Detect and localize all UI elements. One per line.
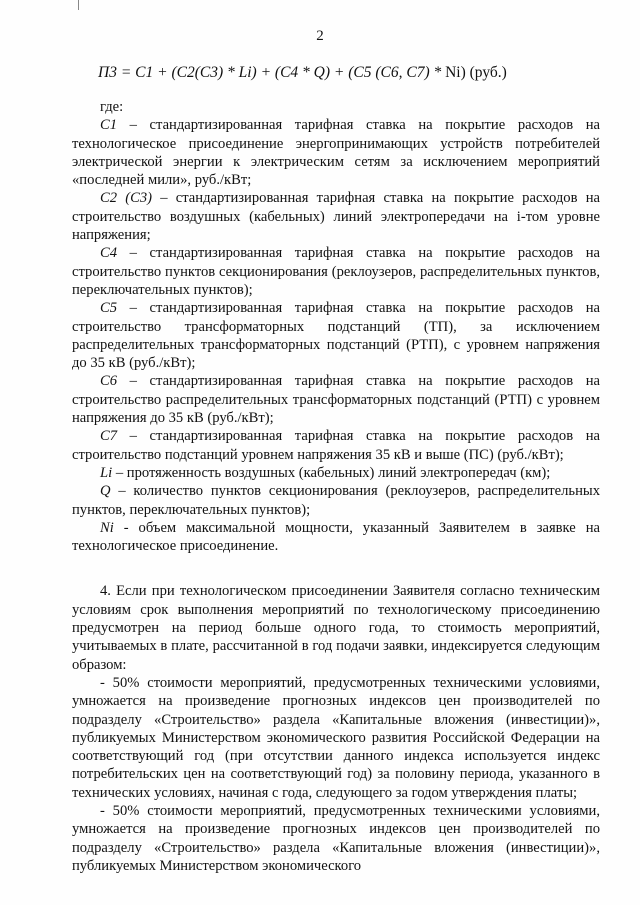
definition-text: – количество пунктов секционирования (реклоузеров, распределительных пунктов, переключательных пунктов); bbox=[72, 483, 600, 518]
definition-term: С7 bbox=[100, 428, 118, 445]
definition-text: – стандартизированная тарифная ставка на покрытие расходов на строительство воздушных (кабельных) линий электропередачи на i-том уровне напряжения; bbox=[72, 190, 600, 244]
definition-c7 bbox=[72, 427, 600, 464]
definition-term: С2 (С3) bbox=[100, 190, 153, 207]
definition-c2-c3 bbox=[72, 189, 600, 244]
page-number: 2 bbox=[316, 28, 324, 44]
definition-li bbox=[72, 464, 600, 482]
indexation-bullet-2: - 50% стоимости мероприятий, предусмотренных техническими условиями, умножается на произведение прогнозных индексов цен производителей по подразделу «Строительство» раздела «Капитальные вложения (инвестиции)», публикуемых Министерством экономического bbox=[72, 802, 600, 874]
formula-upright: Ni) (руб.) bbox=[445, 64, 507, 81]
definition-term: С4 bbox=[100, 245, 118, 262]
definition-c1 bbox=[72, 116, 600, 189]
indexation-bullet-1: - 50% стоимости мероприятий, предусмотренных техническими условиями, умножается на произведение прогнозных индексов цен производителей по подразделу «Строительство» раздела «Капитальные вложения (инвестиции)», публикуемых Министерством экономического развития Российской Федерации на соответствующий год (при отсутствии данного индекса используется индекс потребительских цен на соответствующий год) за половину периода, указанного в технических условиях, начиная с года, следующего за годом утверждения платы; bbox=[72, 674, 600, 801]
definition-term: Li bbox=[100, 464, 113, 481]
definition-text: - объем максимальной мощности, указанный Заявителем в заявке на технологическое присоединение. bbox=[72, 519, 600, 555]
definition-c5 bbox=[72, 299, 600, 372]
definition-text: – стандартизированная тарифная ставка на покрытие расходов на строительство пунктов секционирования (реклоузеров, распределительных пунктов, переключательных пунктов); bbox=[72, 245, 600, 298]
definition-text: – протяженность воздушных (кабельных) линий электропередач (км); bbox=[112, 464, 551, 481]
definition-c6 bbox=[72, 372, 600, 427]
definition-text: – стандартизированная тарифная ставка на покрытие расходов на строительство трансформаторных подстанций (ТП), за исключением распределительных трансформаторных подстанций (РТП), с уровнем напряжения до 35 кВ (руб./кВт); bbox=[72, 300, 600, 372]
formula-italic: П3 = С1 + (С2(С3) * Li) + (С4 * Q) + (С5 (С6, С7) * bbox=[98, 64, 442, 81]
definition-c4 bbox=[72, 244, 600, 299]
definition-term: Ni bbox=[100, 519, 114, 536]
scan-artifact bbox=[78, 0, 79, 10]
definition-term: С5 bbox=[100, 300, 118, 317]
definition-text: – стандартизированная тарифная ставка на покрытие расходов на технологическое присоединение энергопринимающих устройств потребителей электрической энергии к электрическим сетям за исключением мероприятий «последней мили», руб./кВт; bbox=[72, 117, 600, 189]
definition-term: С1 bbox=[100, 117, 118, 134]
definition-ni bbox=[72, 519, 600, 556]
definition-text: – стандартизированная тарифная ставка на покрытие расходов на строительство подстанций уровнем напряжения 35 кВ и выше (ПС) (руб./кВт); bbox=[72, 428, 600, 463]
definition-q bbox=[72, 482, 600, 519]
definition-term: Q bbox=[100, 483, 111, 500]
section-4-paragraph: 4. Если при технологическом присоединении Заявителя согласно техническим условиям срок выполнения мероприятий по технологическому присоединению предусмотрен на период больше одного года, то стоимость мероприятий, учитываемых в плате, рассчитанной в год подачи заявки, индексируется следующим образом: bbox=[72, 583, 600, 673]
definition-term: С6 bbox=[100, 373, 118, 390]
tariff-formula bbox=[98, 64, 507, 82]
where-label: где: bbox=[100, 99, 124, 115]
spacer bbox=[72, 555, 600, 582]
definition-text: – стандартизированная тарифная ставка на покрытие расходов на строительство распределительных трансформаторных подстанций (РТП) с уровнем напряжения до 35 кВ (руб./кВт); bbox=[72, 373, 600, 427]
document-body bbox=[72, 98, 600, 875]
